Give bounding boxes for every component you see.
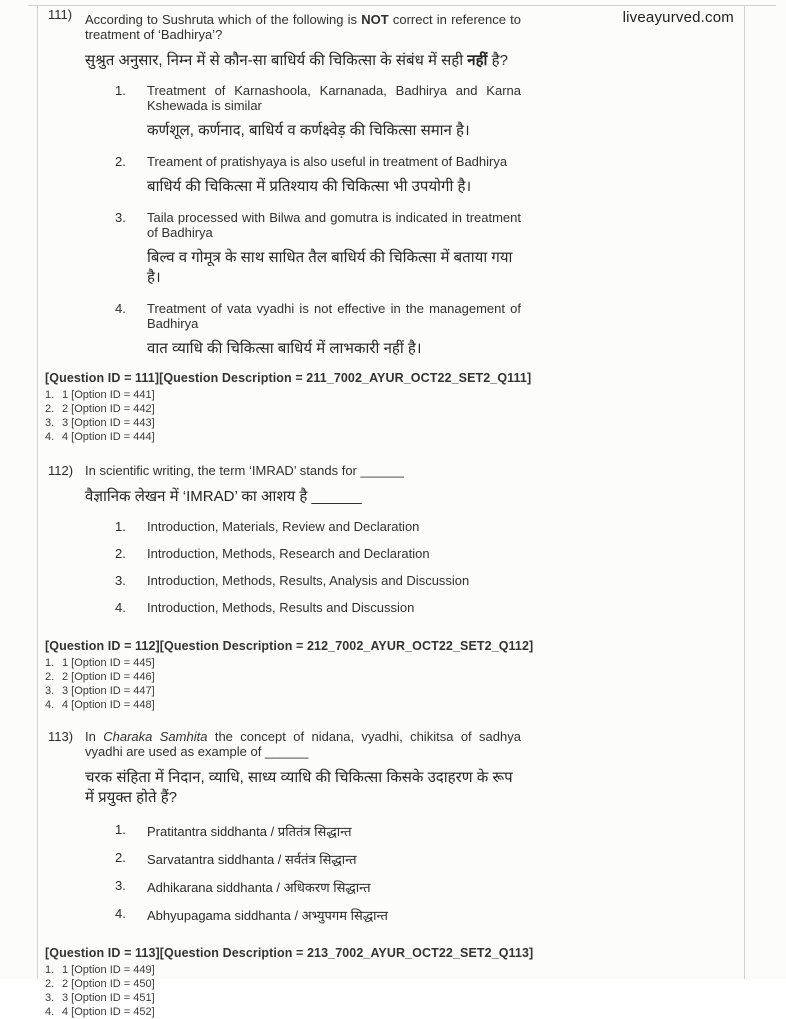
question-number: 112) [48, 463, 74, 478]
option-number: 2. [115, 154, 126, 169]
option-number: 3. [115, 210, 126, 225]
question-number: 111) [48, 7, 73, 22]
option-text-english: Introduction, Methods, Results and Discussion [147, 600, 415, 615]
option-id-line: 3. 3 [Option ID = 451] [45, 992, 155, 1004]
option-text-english: Treatment of Karnashoola, Karnanada, Badhirya and Karna Kshewada is similar [147, 83, 521, 113]
options-list [85, 83, 521, 359]
option-text-english: Treatment of vata vyadhi is not effective in the management of Badhirya [147, 301, 521, 331]
option-text-hindi: बिल्व व गोमूत्र के साथ साधित तैल बाधिर्य की चिकित्सा में बताया गया है। [147, 249, 513, 286]
option-id-list [45, 656, 734, 712]
option-item [85, 83, 521, 141]
option-item [85, 301, 521, 359]
option-id-line: 1. 1 [Option ID = 449] [45, 964, 155, 976]
option-id-line: 2. 2 [Option ID = 446] [45, 671, 155, 683]
option-text-hindi: कर्णशूल, कर्णनाद, बाधिर्य व कर्णक्ष्वेड़ की चिकित्सा समान है। [147, 122, 470, 139]
option-number: 3. [115, 573, 126, 588]
option-number: 3. [115, 878, 126, 893]
option-number: 1. [115, 822, 126, 837]
question-block-113 [44, 729, 734, 1019]
question-text-english: In Charaka Samhita the concept of nidana, vyadhi, chikitsa of sadhya vyadhi are used as example of ______ [85, 729, 521, 759]
site-watermark: liveayurved.com [622, 9, 734, 26]
question-text-english: According to Sushruta which of the following is NOT correct in reference to treatment of ‘Badhirya’? [85, 12, 522, 42]
question-texts [85, 729, 521, 934]
option-item [85, 546, 521, 561]
option-text-hindi: वात व्याधि की चिकित्सा बाधिर्य में लाभकारी नहीं है। [147, 340, 422, 357]
option-text-english: Introduction, Materials, Review and Declaration [147, 519, 420, 534]
option-id-line: 2. 2 [Option ID = 442] [45, 403, 155, 415]
option-number: 4. [115, 301, 126, 316]
option-number: 1. [115, 519, 126, 534]
option-number: 2. [115, 546, 126, 561]
option-item [85, 850, 521, 870]
option-id-line: 1. 1 [Option ID = 445] [45, 657, 155, 669]
questions-list [44, 7, 734, 1019]
option-id-list [45, 388, 734, 444]
option-item [85, 906, 521, 926]
question-texts [85, 463, 521, 627]
option-item [85, 154, 521, 197]
question-text-hindi: चरक संहिता में निदान, व्याधि, साध्य व्याधि की चिकित्सा किसके उदाहरण के रूप में प्रयुक्त होते हैं? [85, 769, 513, 806]
question-text-hindi: सुश्रुत अनुसार, निम्न में से कौन-सा बाधिर्य की चिकित्सा के संबंध में सही नहीं है? [85, 52, 508, 69]
option-text-english: Treament of pratishyaya is also useful in treatment of Badhirya [147, 154, 508, 169]
option-number: 4. [115, 906, 126, 921]
options-list [85, 822, 521, 926]
question-texts [85, 12, 521, 359]
question-id-block [45, 639, 734, 712]
option-id-line: 3. 3 [Option ID = 443] [45, 417, 155, 429]
option-text-english: Taila processed with Bilwa and gomutra is indicated in treatment of Badhirya [147, 210, 521, 240]
options-list [85, 519, 521, 615]
option-item [85, 600, 521, 615]
option-id-line: 2. 2 [Option ID = 450] [45, 978, 155, 990]
page-border-top [28, 5, 776, 6]
question-id-line: [Question ID = 111][Question Description = 211_7002_AYUR_OCT22_SET2_Q111] [45, 371, 532, 385]
option-number: 2. [115, 850, 126, 865]
option-item [85, 822, 521, 842]
option-number: 4. [115, 600, 126, 615]
question-text-english: In scientific writing, the term ‘IMRAD’ stands for ______ [85, 463, 404, 478]
option-text: Pratitantra siddhanta / प्रतितंत्र सिद्धान्त [147, 824, 352, 839]
option-text: Sarvatantra siddhanta / सर्वतंत्र सिद्धान्त [147, 852, 357, 867]
question-header [48, 729, 734, 934]
option-text-hindi: बाधिर्य की चिकित्सा में प्रतिश्याय की चिकित्सा भी उपयोगी है। [147, 178, 472, 195]
option-id-list [45, 963, 734, 1019]
option-text-english: Introduction, Methods, Research and Declaration [147, 546, 430, 561]
question-header [48, 7, 734, 359]
question-id-line: [Question ID = 112][Question Description = 212_7002_AYUR_OCT22_SET2_Q112] [45, 639, 534, 653]
option-id-line: 1. 1 [Option ID = 441] [45, 389, 155, 401]
option-id-line: 3. 3 [Option ID = 447] [45, 685, 155, 697]
option-item [85, 210, 521, 288]
option-text: Adhikarana siddhanta / अधिकरण सिद्धान्त [147, 880, 371, 895]
question-id-block [45, 946, 734, 1019]
option-id-line: 4. 4 [Option ID = 448] [45, 699, 155, 711]
page-border-left [37, 5, 38, 979]
question-id-block [45, 371, 734, 444]
option-text: Abhyupagama siddhanta / अभ्युपगम सिद्धान्त [147, 908, 388, 923]
question-number: 113) [48, 729, 74, 744]
option-number: 1. [115, 83, 126, 98]
option-item [85, 878, 521, 898]
question-id-line: [Question ID = 113][Question Description = 213_7002_AYUR_OCT22_SET2_Q113] [45, 946, 534, 960]
option-id-line: 4. 4 [Option ID = 452] [45, 1006, 155, 1018]
question-text-hindi: वैज्ञानिक लेखन में ‘IMRAD’ का आशय है ______ [85, 488, 362, 505]
option-item [85, 519, 521, 534]
page-border-right [744, 5, 745, 979]
question-block-111 [44, 7, 734, 444]
option-id-line: 4. 4 [Option ID = 444] [45, 431, 155, 443]
option-item [85, 573, 521, 588]
question-block-112 [44, 463, 734, 712]
option-text-english: Introduction, Methods, Results, Analysis and Discussion [147, 573, 470, 588]
question-header [48, 463, 734, 627]
